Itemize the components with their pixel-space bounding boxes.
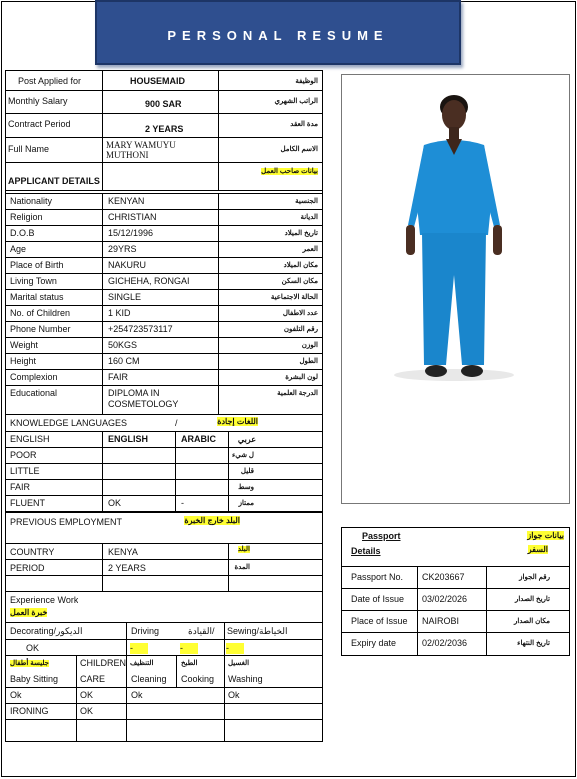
detail-value: +254723573117 <box>108 324 173 334</box>
language-level-label: POOR <box>10 450 37 460</box>
detail-ar: الجنسية <box>295 198 318 205</box>
detail-ar: الديانة <box>300 214 318 221</box>
passport-row-value: 03/02/2026 <box>422 594 468 604</box>
period-label: PERIOD <box>10 563 45 573</box>
experience-title: Experience Work <box>10 595 79 605</box>
ironing-value: OK <box>80 706 94 716</box>
languages-col-ar: عربي <box>237 435 256 444</box>
language-level-ar: ممتاز <box>238 500 254 507</box>
cooking-ar: الطبخ <box>181 660 198 667</box>
cleaning-ar: التنظيف <box>130 660 154 667</box>
detail-ar: تاريخ الميلاد <box>284 230 318 237</box>
detail-value: CHRISTIAN <box>108 212 157 222</box>
detail-label: Educational <box>10 388 58 398</box>
detail-value: KENYAN <box>108 196 145 206</box>
salary-ar: الراتب الشهري <box>274 98 318 105</box>
cooking-label: Cooking <box>181 674 215 684</box>
passport-row-label: Passport No. <box>351 572 404 582</box>
title-banner <box>95 0 461 65</box>
languages-title-ar: اللغات إجادة <box>217 417 258 426</box>
skill-driving-value: - <box>130 643 148 654</box>
baby-sitting-ar: جليسة أطفال <box>10 660 49 667</box>
washing-ar: الغسيل <box>228 660 250 667</box>
country-ar: البلد <box>237 546 250 553</box>
skill-driving-value-2: - <box>180 643 198 654</box>
detail-label: Age <box>10 244 27 254</box>
passport-title-ar-1: بيانات جواز <box>527 531 564 540</box>
detail-value: SINGLE <box>108 292 142 302</box>
applicant-details-ar: بيانات صاحب العمل <box>261 168 318 175</box>
employment-title-ar: البلد خارج الخبرة <box>184 516 240 525</box>
detail-label: Place of Birth <box>10 260 64 270</box>
skill-driving: Driving <box>131 626 160 636</box>
salary-label: Monthly Salary <box>8 96 68 106</box>
detail-label: Nationality <box>10 196 53 206</box>
period-value: 2 YEARS <box>108 563 146 573</box>
detail-ar: الدرجة العلمية <box>277 390 318 397</box>
experience-title-ar: خبرة العمل <box>10 608 48 617</box>
detail-label: Weight <box>10 340 38 350</box>
detail-label: Religion <box>10 212 43 222</box>
salary-value: 900 SAR <box>145 99 182 109</box>
detail-value-2: COSMETOLOGY <box>108 399 179 409</box>
languages-slash: / <box>175 418 178 428</box>
contract-value: 2 YEARS <box>145 124 184 134</box>
languages-title: KNOWLEDGE LANGUAGES <box>10 418 128 428</box>
page-title: PERSONAL RESUME <box>167 28 389 43</box>
name-ar: الاسم الكامل <box>280 146 318 153</box>
passport-row-label: Expiry date <box>351 638 397 648</box>
detail-value: 29YRS <box>108 244 137 254</box>
language-level-ar: قليل <box>240 468 254 475</box>
period-ar: المدة <box>234 564 250 571</box>
cleaning-label: Cleaning <box>131 674 167 684</box>
post-ar: الوظيفة <box>295 78 318 85</box>
name-value-1: MARY WAMUYU <box>106 140 176 150</box>
name-value-2: MUTHONI <box>106 150 149 160</box>
detail-label: Marital status <box>10 292 64 302</box>
detail-label: Phone Number <box>10 324 71 334</box>
skill-driving-ar: القيادة/ <box>188 626 215 636</box>
post-value: HOUSEMAID <box>130 76 186 86</box>
care-value: OK <box>80 690 94 700</box>
language-arabic-value: - <box>181 498 184 508</box>
baby-sitting-label: Baby Sitting <box>10 674 59 684</box>
passport-row-label: Place of Issue <box>351 616 408 626</box>
detail-ar: لون البشرة <box>285 374 318 381</box>
passport-row-value: 02/02/2036 <box>422 638 468 648</box>
applicant-details-label: APPLICANT DETAILS <box>8 176 100 186</box>
detail-value: 1 KID <box>108 308 131 318</box>
detail-value: 160 CM <box>108 356 140 366</box>
passport-row-label: Date of Issue <box>351 594 405 604</box>
cleaning-value: Ok <box>131 690 143 700</box>
employment-title: PREVIOUS EMPLOYMENT <box>10 517 123 527</box>
skill-sewing: Sewing/الخياطة <box>227 626 288 636</box>
language-english-value: OK <box>108 498 122 508</box>
detail-label: No. of Children <box>10 308 71 318</box>
language-level-label: LITTLE <box>10 466 40 476</box>
detail-value: NAKURU <box>108 260 147 270</box>
language-level-label: FLUENT <box>10 498 46 508</box>
language-level-ar: ل شيء <box>231 452 254 459</box>
photo-frame <box>341 74 570 504</box>
post-label: Post Applied for <box>18 76 82 86</box>
washing-label: Washing <box>228 674 263 684</box>
skill-decorating-value: OK <box>26 643 40 653</box>
care-label: CARE <box>80 674 106 684</box>
detail-ar: العمر <box>302 246 318 253</box>
passport-row-ar: تاريخ النتهاء <box>517 640 550 647</box>
name-label: Full Name <box>8 144 50 154</box>
detail-ar: عدد الاطفال <box>282 310 318 317</box>
language-level-label: ENGLISH <box>10 434 50 444</box>
passport-row-ar: مكان الصدار <box>514 618 550 625</box>
passport-row-ar: تاريخ الصدار <box>514 596 550 603</box>
passport-row-ar: رقم الجواز <box>519 574 550 581</box>
children-label: CHILDREN <box>80 658 127 668</box>
contract-label: Contract Period <box>8 119 71 129</box>
detail-value: FAIR <box>108 372 129 382</box>
country-value: KENYA <box>108 547 138 557</box>
language-level-ar: وسط <box>238 484 254 491</box>
passport-title-1: Passport <box>362 531 401 541</box>
detail-value: 50KGS <box>108 340 138 350</box>
detail-value: DIPLOMA IN <box>108 388 160 398</box>
contract-ar: مدة العقد <box>290 121 318 128</box>
detail-ar: رقم التلفون <box>283 326 318 333</box>
passport-title-2: Details <box>351 546 381 556</box>
detail-ar: مكان السكن <box>281 278 318 285</box>
detail-label: Height <box>10 356 37 366</box>
washing-value: Ok <box>228 690 240 700</box>
detail-ar: الحالة الاجتماعية <box>270 294 318 301</box>
candidate-photo-icon <box>342 75 569 503</box>
passport-row-value: NAIROBI <box>422 616 460 626</box>
passport-title-ar-2: السفر <box>527 545 548 554</box>
passport-row-value: CK203667 <box>422 572 465 582</box>
detail-value: 15/12/1996 <box>108 228 154 238</box>
detail-ar: مكان الميلاد <box>283 262 318 269</box>
detail-value: GICHEHA, RONGAI <box>108 276 190 286</box>
languages-col-arabic: ARABIC <box>181 434 216 444</box>
baby-sitting-value: Ok <box>10 690 22 700</box>
language-level-label: FAIR <box>10 482 31 492</box>
country-label: COUNTRY <box>10 547 55 557</box>
detail-label: Complexion <box>10 372 58 382</box>
languages-col-english: ENGLISH <box>108 434 149 444</box>
detail-label: D.O.B <box>10 228 35 238</box>
skill-sewing-value: - <box>226 643 244 654</box>
detail-ar: الوزن <box>301 342 318 349</box>
ironing-label: IRONING <box>10 706 49 716</box>
skill-decorating: Decorating/الديكور <box>10 626 83 636</box>
detail-label: Living Town <box>10 276 57 286</box>
detail-ar: الطول <box>299 358 318 365</box>
